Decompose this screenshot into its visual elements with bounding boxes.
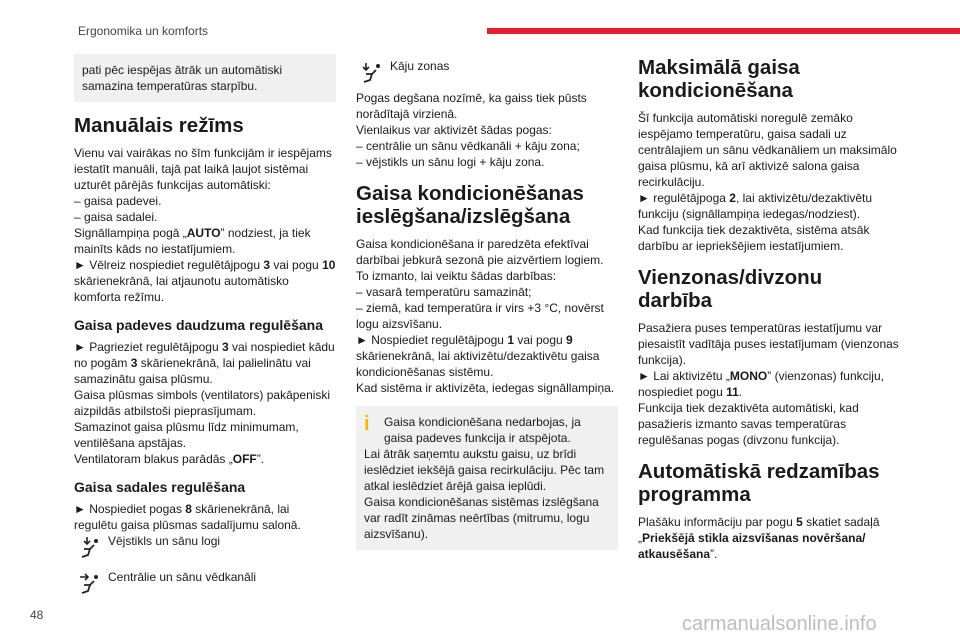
flow-paragraph: Gaisa plūsmas simbols (ventilators) pakāpeniski aizpildās atbilstoši pieprasījumam. [74, 388, 331, 418]
vis-paragraph: Plašāku informāciju par pogu 5 skatiet sadaļā „Priekšējā stikla aizsvīšanas novēršana/ atkausēšana”. [638, 515, 880, 561]
feet-label: Kāju zonas [390, 59, 450, 73]
info-text: Gaisa kondicionēšana nedarbojas, ja gaisa padeves funkcija ir atspējota. [384, 415, 581, 445]
manual-instruction: ► Vēlreiz nospiediet regulētājpogu 3 vai pogu 10 skārienekrānā, lai atjaunotu automātisko komforta režīmu. [74, 258, 336, 304]
dist-list-item: – vējstikls un sānu logi + kāju zona. [356, 155, 545, 169]
watermark: carmanualsonline.info [682, 613, 877, 635]
distribution-option-feet [356, 58, 618, 88]
heading-visibility-program: Automātiskā redzamības programma [638, 460, 880, 506]
header-accent-bar [487, 28, 960, 34]
distribution-option-central [74, 569, 336, 599]
dist-list-item: – centrālie un sānu vēdkanāli + kāju zona; [356, 139, 580, 153]
zone-paragraph: Funkcija tiek dezaktivēta automātiski, kad pasažieris izmanto savas temperatūras regulēšanas pogas (divzonu funkcija). [638, 401, 859, 447]
column-1 [74, 50, 336, 599]
zone-paragraph: Pasažiera puses temperatūras iestatījumu var piesaistīt vadītāja puses iestatījumam (vienzonas funkcija). [638, 321, 899, 367]
flow-paragraph: Ventilatoram blakus parādās „OFF”. [74, 452, 265, 466]
ac-paragraph: Gaisa kondicionēšana ir paredzēta efektīvai darbībai jebkurā sezonā pie aizvērtiem logiem. [356, 237, 604, 267]
column-2 [356, 50, 618, 550]
dist-paragraph: Vienlaikus var aktivizēt šādas pogas: [356, 123, 552, 137]
dist-instruction: ► Nospiediet pogas 8 skārienekrānā, lai regulētu gaisa plūsmas sadalījumu salonā. [74, 502, 301, 532]
manual-paragraph: Vienu vai vairākas no šīm funkcijām ir iespējams iestatīt manuāli, tajā pat laikā ļaujot sistēmai uzturēt pārējās funkcijas automātiski: [74, 146, 332, 192]
info-icon: i [364, 413, 370, 435]
ac-instruction: ► Nospiediet regulētājpogu 1 vai pogu 9 skārienekrānā, lai aktivizētu/dezaktivētu gaisa kondicionēšanas sistēmu. [356, 333, 600, 379]
flow-instruction: ► Pagrieziet regulētājpogu 3 vai nospiediet kādu no pogām 3 skārienekrānā, lai palielinātu vai samazinātu gaisa plūsmu. [74, 340, 335, 386]
heading-air-flow: Gaisa padeves daudzuma regulēšana [74, 317, 323, 333]
continued-note: pati pēc iespējas ātrāk un automātiski samazina temperatūras starpību. [74, 54, 336, 102]
running-header: Ergonomika un komforts [78, 24, 209, 38]
windscreen-label: Vējstikls un sānu logi [108, 534, 221, 548]
windscreen-vent-icon [74, 533, 108, 563]
column-3 [638, 50, 900, 562]
central-label: Centrālie un sānu vēdkanāli [108, 570, 257, 584]
max-paragraph: Šī funkcija automātiski noregulē zemāko iespējamo temperatūru, gaisa sadali uz centrālajiem un sānu vēdkanāliem un maksimālo gaisa plūsmu, kā arī aktivizē salona gaisa recirkulāciju. [638, 111, 897, 189]
info-box [356, 406, 618, 550]
flow-paragraph: Samazinot gaisa plūsmu līdz minimumam, ventilēšana apstājas. [74, 420, 299, 450]
distribution-option-windscreen [74, 533, 336, 563]
heading-ac-on-off: Gaisa kondicionēšanas ieslēgšana/izslēgšana [356, 182, 584, 228]
ac-paragraph: Kad sistēma ir aktivizēta, iedegas signāllampiņa. [356, 381, 615, 395]
heading-air-distribution: Gaisa sadales regulēšana [74, 479, 246, 495]
info-text: Gaisa kondicionēšanas sistēmas izslēgšana var radīt zināmas neērtības (mitrumu, logu aizsvīšanu). [364, 495, 599, 541]
zone-instruction: ► Lai aktivizētu „MONO” (vienzonas) funkciju, nospiediet pogu 11. [638, 369, 884, 399]
max-paragraph: Kad funkcija tiek dezaktivēta, sistēma atsāk darbību ar iepriekšējiem iestatījumiem. [638, 223, 870, 253]
central-vent-icon [74, 569, 108, 599]
max-instruction: ► regulētājpoga 2, lai aktivizētu/dezaktivētu funkciju (signāllampiņa iedegas/nodziest). [638, 191, 873, 221]
ac-list-item: – vasarā temperatūru samazināt; [356, 285, 532, 299]
dist-paragraph: Pogas degšana nozīmē, ka gaiss tiek pūsts norādītajā virzienā. [356, 91, 587, 121]
manual-list-item: – gaisa sadalei. [74, 210, 158, 224]
ac-list-item: – ziemā, kad temperatūra ir virs +3 °C, novērst logu aizsvīšanu. [356, 301, 604, 331]
manual-list-item: – gaisa padevei. [74, 194, 162, 208]
ac-paragraph: To izmanto, lai veiktu šādas darbības: [356, 269, 557, 283]
page-number: 48 [30, 608, 44, 622]
manual-paragraph: Signāllampiņa pogā „AUTO” nodziest, ja tiek mainīts kāds no iestatījumiem. [74, 226, 311, 256]
info-text: Lai ātrāk saņemtu aukstu gaisu, uz brīdi ieslēdziet iekšējā gaisa recirkulāciju. Pēc tam atkal ieslēdziet ārējā gaisa ieplūdi. [364, 447, 605, 493]
heading-manual-mode: Manuālais režīms [74, 114, 244, 137]
heading-max-ac: Maksimālā gaisa kondicionēšana [638, 56, 800, 102]
heading-zone-operation: Vienzonas/divzonu darbība [638, 266, 823, 312]
feet-vent-icon [356, 58, 390, 88]
